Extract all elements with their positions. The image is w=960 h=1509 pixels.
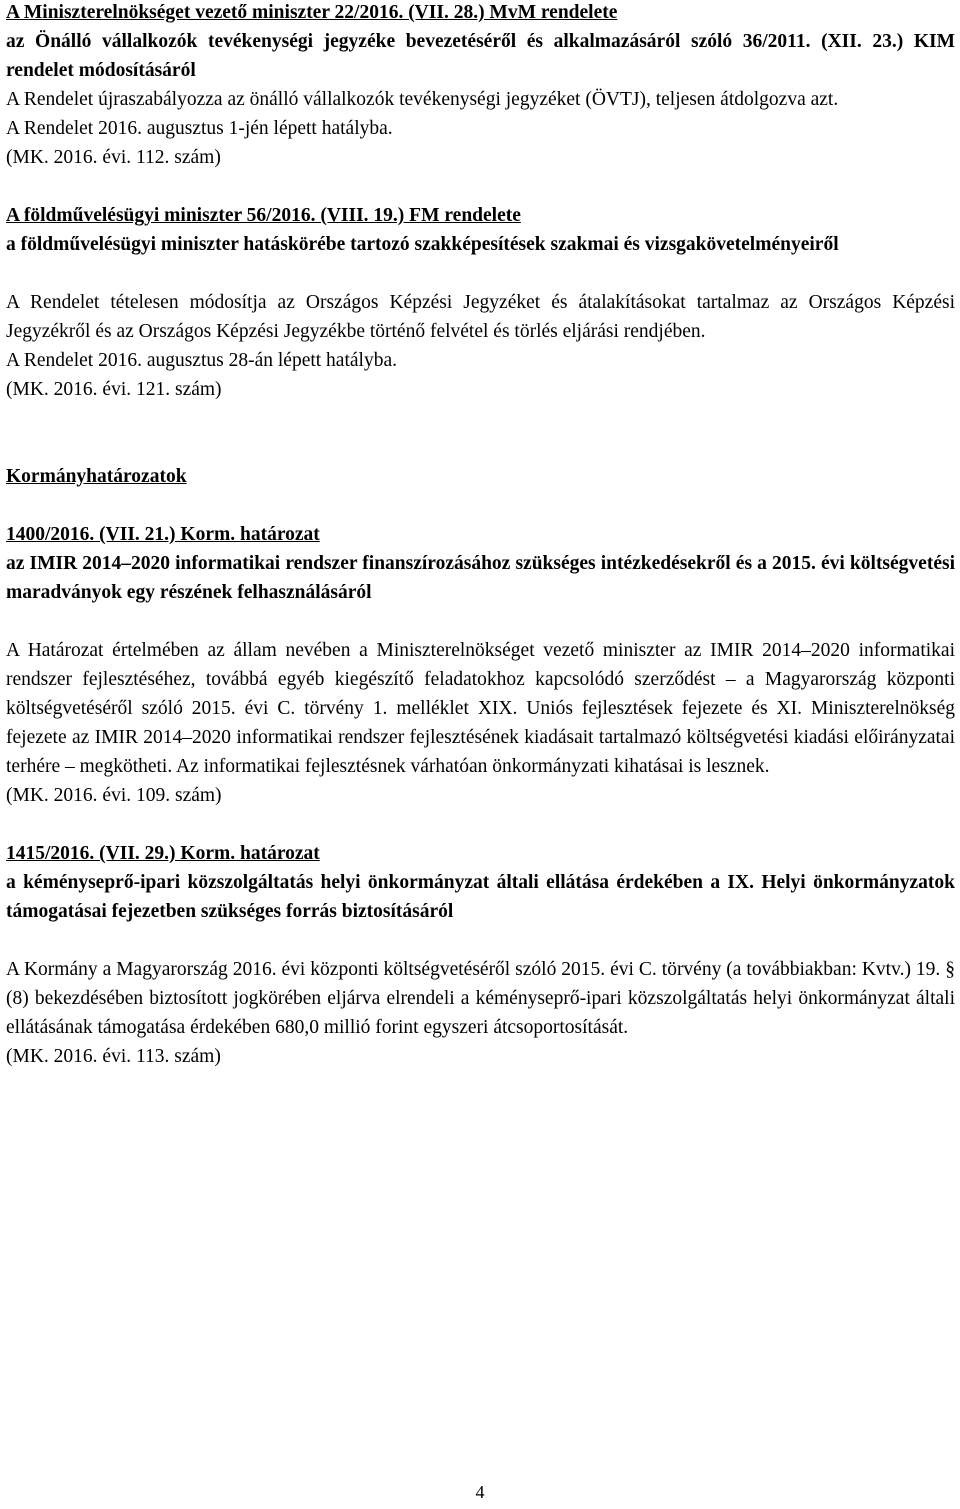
section-title: 1400/2016. (VII. 21.) Korm. határozat	[6, 524, 320, 545]
section-fm-rendelet	[6, 201, 955, 404]
section-mvm-rendelet	[6, 0, 955, 172]
page-number: 4	[475, 1482, 485, 1502]
source-reference: (MK. 2016. évi. 121. szám)	[6, 379, 222, 400]
document-page	[6, 0, 955, 1071]
section-korm-hatarozat-1400	[6, 520, 955, 810]
section-body: A Határozat értelmében az állam nevében a Miniszterelnökséget vezető miniszter az IMIR 2014–2020 informatikai rendszer fejlesztéséhez, továbbá egyéb kiegészítő feladatokhoz kapcsolódó szerződést – a Magyarország központi költségvetéséről szóló 2015. évi C. törvény 1. melléklet XIX. Uniós fejlesztések fejezete és XI. Miniszterelnökség fejezete az IMIR 2014–2020 informatikai rendszer fejlesztésének kiadásait tartalmazó költségvetési kiadási előirányzatai terhére – megkötheti. Az informatikai fejlesztésnek várhatóan önkormányzati kihatásai is lesznek.	[6, 640, 955, 777]
section-subtitle: a kéményseprő-ipari közszolgáltatás helyi önkormányzat általi ellátása érdekében a IX. Helyi önkormányzatok támogatásai fejezetben szükséges forrás biztosításáról	[6, 872, 955, 922]
section-body: A Rendelet tételesen módosítja az Országos Képzési Jegyzéket és átalakításokat tartalmaz az Országos Képzési Jegyzékről és az Országos Képzési Jegyzékbe történő felvétel és törlés eljárási rendjében.	[6, 292, 955, 342]
section-subtitle: a földművelésügyi miniszter hatáskörébe tartozó szakképesítések szakmai és vizsgakövetelményeiről	[6, 234, 839, 255]
section-body: A Rendelet újraszabályozza az önálló vállalkozók tevékenységi jegyzéket (ÖVTJ), teljesen átdolgozva azt.	[6, 89, 839, 110]
section-body: A Kormány a Magyarország 2016. évi központi költségvetéséről szóló 2015. évi C. törvény (a továbbiakban: Kvtv.) 19. § (8) bekezdésében biztosított jogkörében eljárva elrendeli a kéményseprő-ipari közszolgáltatás helyi önkormányzat általi ellátásának támogatása érdekében 680,0 millió forint egyszeri átcsoportosítását.	[6, 959, 955, 1038]
source-reference: (MK. 2016. évi. 113. szám)	[6, 1046, 221, 1067]
section-subtitle: az IMIR 2014–2020 informatikai rendszer finanszírozásához szükséges intézkedésekről és a 2015. évi költségvetési maradványok egy részének felhasználásáról	[6, 553, 955, 603]
section-title: A Miniszterelnökséget vezető miniszter 22/2016. (VII. 28.) MvM rendelete	[6, 2, 618, 23]
section-korm-hatarozat-1415	[6, 839, 955, 1071]
effective-date: A Rendelet 2016. augusztus 1-jén lépett hatályba.	[6, 118, 393, 139]
effective-date: A Rendelet 2016. augusztus 28-án lépett hatályba.	[6, 350, 397, 371]
source-reference: (MK. 2016. évi. 109. szám)	[6, 785, 222, 806]
section-subtitle: az Önálló vállalkozók tevékenységi jegyzéke bevezetéséről és alkalmazásáról szóló 36/2011. (XII. 23.) KIM rendelet módosításáról	[6, 31, 955, 81]
source-reference: (MK. 2016. évi. 112. szám)	[6, 147, 221, 168]
kormanyhatarozatok-heading: Kormányhatározatok	[6, 466, 187, 487]
section-title: 1415/2016. (VII. 29.) Korm. határozat	[6, 843, 320, 864]
section-title: A földművelésügyi miniszter 56/2016. (VIII. 19.) FM rendelete	[6, 205, 521, 226]
